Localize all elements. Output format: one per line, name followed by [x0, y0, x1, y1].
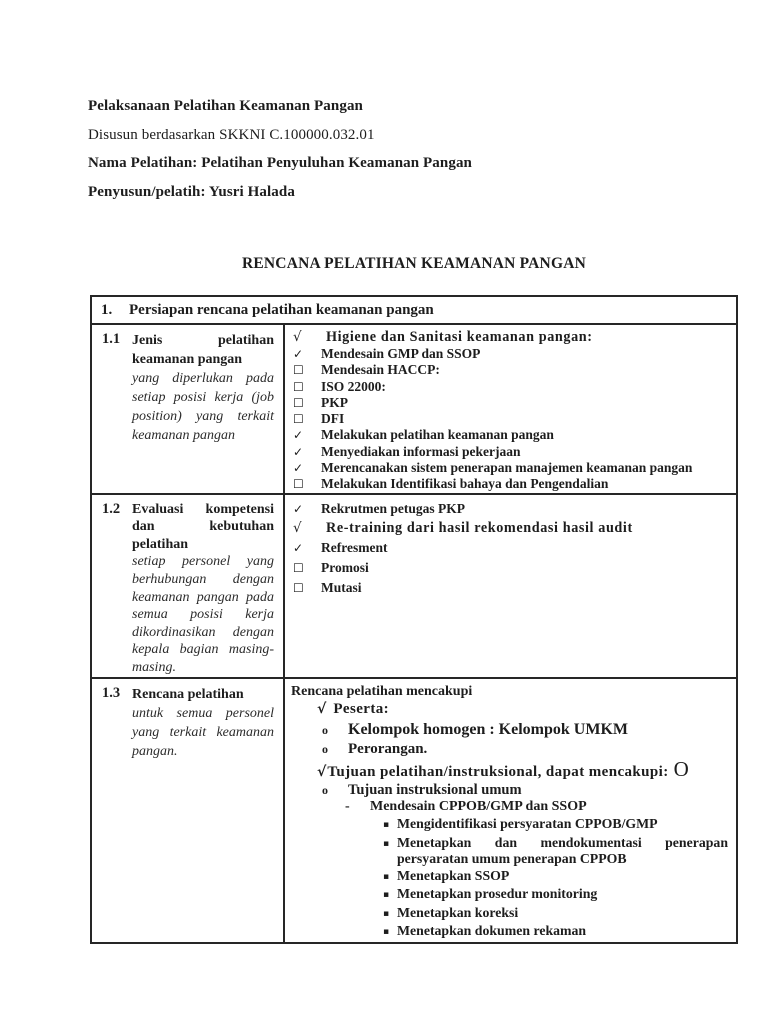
section-title: Persiapan rencana pelatihan keamanan pangan [129, 302, 434, 318]
outline-item: ▪ Menetapkan dan mendokumentasi penerapan persyaratan umum penerapan CPPOB [383, 834, 728, 867]
row-heading: Rencana pelatihan [132, 686, 244, 702]
checklist-item: ☐ Melakukan Identifikasi bahaya dan Pengendalian [293, 476, 609, 492]
checkmark-icon: ✓ [293, 501, 304, 516]
checkmark-icon: ✓ [293, 461, 304, 476]
dash-bullet-icon: - [345, 799, 350, 815]
table-row-1-3 [91, 678, 737, 943]
outline-item: ▪ Menetapkan koreksi [383, 905, 728, 924]
checkbox-icon: ☐ [293, 395, 304, 410]
checkbox-icon: ☐ [293, 379, 304, 394]
row-number: 1.3 [102, 684, 121, 701]
radical-check-icon: √ [293, 329, 302, 345]
outline-item: o Tujuan instruksional umum [322, 781, 522, 798]
training-name-line: Nama Pelatihan: Pelatihan Penyuluhan Keamanan Pangan [88, 155, 472, 171]
document-subject-line: Pelaksanaan Pelatihan Keamanan Pangan [88, 98, 363, 114]
training-plan-table [90, 295, 738, 944]
row-description: setiap personel yang berhubungan dengan keamanan pangan pada semua posisi kerja dikordinasikan dengan kepala bagian masing-masing. [132, 554, 274, 676]
table-header-row [91, 296, 737, 324]
circle-bullet-icon: o [322, 782, 328, 797]
checkbox-icon: ☐ [293, 560, 304, 575]
radical-check-icon: √ [293, 519, 302, 536]
page-title: RENCANA PELATIHAN KEAMANAN PANGAN [241, 255, 586, 272]
outline-item: ▪ Menetapkan SSOP [383, 868, 728, 887]
outline-item: ▪ Menetapkan prosedur monitoring [383, 886, 728, 905]
row-heading: Evaluasi kompetensi dan kebutuhan pelatihan [132, 501, 274, 552]
row-number: 1.1 [102, 331, 121, 347]
checklist-item: ☐ Mutasi [293, 578, 726, 598]
checkmark-icon: ✓ [293, 428, 304, 443]
checklist-item: ✓ Melakukan pelatihan keamanan pangan [293, 427, 554, 443]
radical-check-icon: √ [317, 763, 327, 780]
checkmark-icon: ✓ [293, 444, 304, 459]
document-basis-line: Disusun berdasarkan SKKNI C.100000.032.01 [88, 126, 375, 143]
table-row-1-2 [91, 494, 737, 678]
checklist-item: ☐ ISO 22000: [293, 378, 386, 394]
circle-bullet-icon: o [322, 742, 328, 757]
outline-item: ▪ Mengidentifikasi persyaratan CPPOB/GMP [383, 816, 728, 835]
checkbox-icon: ☐ [293, 580, 304, 595]
checklist-item: ✓ Merencanakan sistem penerapan manajemen keamanan pangan [293, 460, 693, 476]
row-description: yang diperlukan pada setiap posisi kerja (job position) yang terkait keamanan pangan [132, 371, 274, 443]
row-description: untuk semua personel yang terkait keamanan pangan. [132, 705, 274, 759]
outline-item: ▪ Menetapkan dokumen rekaman [383, 923, 728, 942]
checklist-item: ✓ Menyediakan informasi pekerjaan [293, 443, 521, 459]
square-bullet-icon: ▪ [383, 819, 390, 830]
large-o-mark: O [673, 756, 689, 781]
square-bullet-icon: ▪ [383, 871, 390, 882]
row-number: 1.2 [102, 500, 121, 517]
section-number: 1. [101, 302, 113, 318]
checklist-item: ✓ Mendesain GMP dan SSOP [293, 346, 481, 361]
checkbox-icon: ☐ [293, 477, 304, 492]
outline-item: - Mendesain CPPOB/GMP dan SSOP [345, 799, 587, 815]
author-line: Penyusun/pelatih: Yusri Halada [88, 183, 295, 200]
outline-item: o Kelompok homogen : Kelompok UMKM [322, 719, 728, 741]
checklist-item: ☐ DFI [293, 411, 345, 427]
square-bullet-icon: ▪ [383, 908, 390, 919]
square-bullet-icon: ▪ [383, 927, 390, 938]
outline-item: √ Peserta: [317, 701, 390, 718]
row-heading: Jenis pelatihan keamanan pangan [132, 333, 274, 367]
checklist-item: √ Re-training dari hasil rekomendasi hasil audit [293, 519, 633, 536]
checkmark-icon: ✓ [293, 540, 304, 555]
plan-scope-intro: Rencana pelatihan mencakupi [291, 683, 473, 699]
square-bullet-icon: ▪ [383, 838, 390, 849]
checklist-item: √ Higiene dan Sanitasi keamanan pangan: [293, 329, 593, 345]
checklist-item: ☐ PKP [293, 394, 348, 410]
outline-item: o Perorangan. [322, 741, 428, 758]
checklist-item: ✓ Refresment [293, 538, 726, 558]
checkmark-icon: ✓ [293, 347, 304, 361]
checkbox-icon: ☐ [293, 412, 304, 427]
checklist-item: ☐ Promosi [293, 558, 726, 578]
table-row-1-1 [91, 324, 737, 494]
checklist-item: ☐ Mendesain HACCP: [293, 362, 440, 378]
radical-check-icon: √ [317, 701, 327, 718]
square-bullet-icon: ▪ [383, 890, 390, 901]
checklist-item: ✓ Rekrutmen petugas PKP [293, 499, 726, 519]
outline-item: √ Tujuan pelatihan/instruksional, dapat mencakupi: O [317, 756, 689, 781]
document-header [88, 92, 688, 206]
circle-bullet-icon: o [322, 723, 328, 738]
checkbox-icon: ☐ [293, 363, 304, 378]
